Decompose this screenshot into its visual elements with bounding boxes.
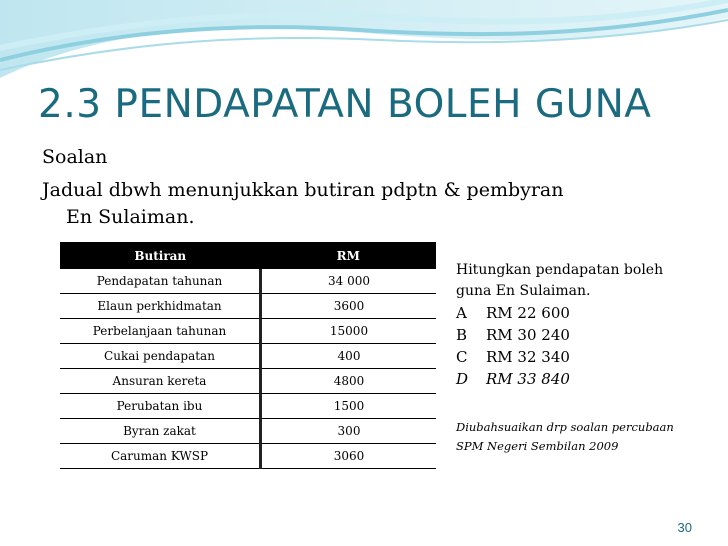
row-item: Elaun perkhidmatan (60, 294, 261, 319)
intro-text (42, 177, 692, 231)
intro-line-1: Jadual dbwh menunjukkan butiran pdptn & pembyran (42, 179, 564, 201)
income-table (60, 242, 436, 469)
option-d-key: D (456, 370, 469, 388)
row-item: Perbelanjaan tahunan (60, 319, 261, 344)
table-row (60, 419, 436, 444)
option-b-key: B (456, 326, 468, 344)
option-c-key: C (456, 348, 468, 366)
soalan-label: Soalan (42, 146, 108, 168)
option-b-value: RM 30 240 (486, 326, 570, 344)
row-amount: 400 (261, 344, 437, 369)
row-item: Perubatan ibu (60, 394, 261, 419)
option-a (456, 302, 570, 324)
row-item: Caruman KWSP (60, 444, 261, 469)
table-row (60, 369, 436, 394)
option-c-value: RM 32 340 (486, 348, 570, 366)
question-line-2: guna En Sulaiman. (456, 283, 591, 299)
intro-line-2: En Sulaiman. (66, 206, 195, 228)
option-a-key: A (456, 304, 467, 322)
row-amount: 15000 (261, 319, 437, 344)
answer-options (456, 302, 570, 390)
row-amount: 34 000 (261, 269, 437, 294)
table-row (60, 294, 436, 319)
table-row (60, 319, 436, 344)
option-b (456, 324, 570, 346)
table-row (60, 394, 436, 419)
row-amount: 4800 (261, 369, 437, 394)
row-item: Cukai pendapatan (60, 344, 261, 369)
header-wave-decoration (0, 0, 728, 90)
header-butiran: Butiran (60, 242, 261, 269)
option-d (456, 368, 570, 390)
table-row (60, 344, 436, 369)
row-amount: 3600 (261, 294, 437, 319)
question-line-1: Hitungkan pendapatan boleh (456, 262, 664, 278)
slide-title: 2.3 PENDAPATAN BOLEH GUNA (38, 82, 652, 127)
source-line-1: Diubahsuaikan drp soalan percubaan (456, 420, 674, 434)
row-item: Ansuran kereta (60, 369, 261, 394)
option-a-value: RM 22 600 (486, 304, 570, 322)
header-rm: RM (261, 242, 437, 269)
table-header-row (60, 242, 436, 269)
row-amount: 300 (261, 419, 437, 444)
option-d-value: RM 33 840 (486, 370, 570, 388)
source-note (456, 418, 716, 456)
row-item: Pendapatan tahunan (60, 269, 261, 294)
option-c (456, 346, 570, 368)
table-row (60, 444, 436, 469)
question-text (456, 260, 706, 302)
row-item: Byran zakat (60, 419, 261, 444)
page-number: 30 (677, 520, 692, 535)
table-row (60, 269, 436, 294)
row-amount: 1500 (261, 394, 437, 419)
source-line-2: SPM Negeri Sembilan 2009 (456, 439, 619, 453)
row-amount: 3060 (261, 444, 437, 469)
